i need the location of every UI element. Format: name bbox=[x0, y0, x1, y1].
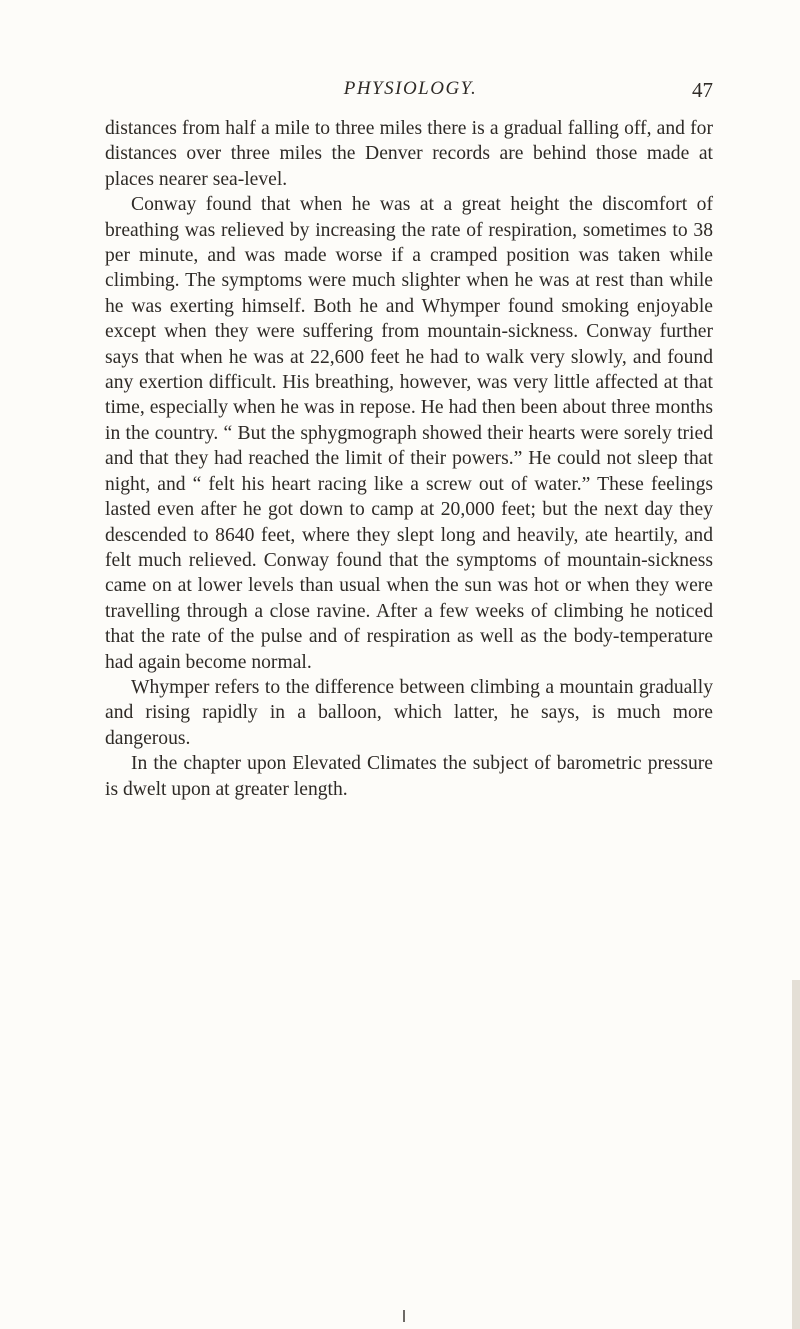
page-edge-shadow bbox=[792, 980, 800, 1329]
paragraph-conway: Conway found that when he was at a great height the discomfort of breathing was relieved by increasing the rate of respiration, sometimes to 38 per minute, and was made worse if a cramped position was taken while climbing. The symptoms were much slighter when he was at rest than while he was exerting himself. Both he and Whymper found smoking enjoyable except when they were suffering from mountain-sickness. Conway further says that when he was at 22,600 feet he had to walk very slowly, and found any exertion difficult. His breathing, however, was very little affected at that time, especially when he was in repose. He had then been about three months in the country. “ But the sphygmograph showed their hearts were sorely tried and that they had reached the limit of their powers.” He could not sleep that night, and “ felt his heart racing like a screw out of water.” These feelings lasted even after he got down to camp at 20,000 feet; but the next day they descended to 8640 feet, where they slept long and heavily, ate heartily, and felt much relieved. Conway found that the symptoms of mountain-sickness came on at lower levels than usual when the sun was hot or when they were travelling through a close ravine. After a few weeks of climbing he noticed that the rate of the pulse and of respiration as well as the body-temperature had again become normal. bbox=[105, 194, 713, 673]
body-text bbox=[105, 116, 713, 802]
page-number: 47 bbox=[692, 78, 713, 102]
paragraph-whymper: Whymper refers to the difference between climbing a mountain gradually and rising rapidly in a balloon, which latter, he says, is much more dangerous. bbox=[105, 676, 713, 749]
running-title: PHYSIOLOGY. bbox=[343, 78, 478, 99]
page-header bbox=[108, 78, 713, 104]
stray-ink-mark bbox=[403, 1310, 405, 1322]
paragraph-continuation: distances from half a mile to three miles there is a gradual falling off, and for distances over three miles the Denver records are behind those made at places nearer sea-level. bbox=[105, 118, 713, 190]
paragraph-elevated-climates: In the chapter upon Elevated Climates the subject of barometric pressure is dwelt upon at greater length. bbox=[105, 753, 713, 800]
